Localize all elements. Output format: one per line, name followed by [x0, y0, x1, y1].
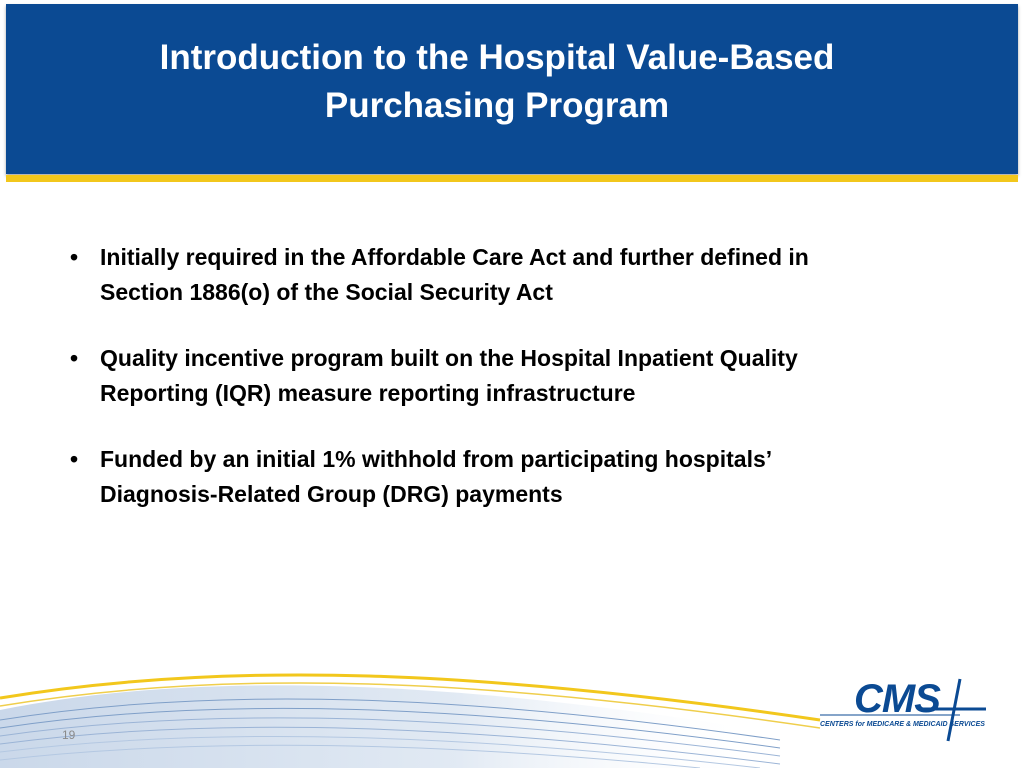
bullet-marker: • [70, 244, 79, 270]
bullet-text-line: Reporting (IQR) measure reporting infrastructure [100, 380, 636, 406]
bullet-item [70, 341, 990, 411]
cms-logo-wordmark: CMS [854, 677, 940, 721]
cms-logo [810, 675, 1000, 747]
bullet-text-line: Section 1886(o) of the Social Security Act [100, 279, 553, 305]
bullet-list [70, 240, 990, 543]
bullet-text-line: Initially required in the Affordable Care Act and further defined in [100, 244, 809, 270]
bullet-marker: • [70, 446, 79, 472]
slide-title-line-1: Introduction to the Hospital Value-Based [159, 38, 835, 77]
slide-header [0, 0, 1024, 183]
header-accent-rule [6, 175, 1018, 182]
bullet-text-line: Quality incentive program built on the Hospital Inpatient Quality [100, 345, 798, 371]
slide-title [60, 34, 934, 130]
bullet-text-line: Diagnosis-Related Group (DRG) payments [100, 481, 563, 507]
bullet-item [70, 442, 990, 512]
bullet-text-line: Funded by an initial 1% withhold from participating hospitals’ [100, 446, 773, 472]
bullet-marker: • [70, 345, 79, 371]
slide-title-line-2: Purchasing Program [324, 86, 670, 125]
bullet-item [70, 240, 990, 310]
cms-logo-subtitle: CENTERS for MEDICARE & MEDICAID SERVICES [820, 721, 985, 728]
page-number: 19 [62, 728, 76, 742]
